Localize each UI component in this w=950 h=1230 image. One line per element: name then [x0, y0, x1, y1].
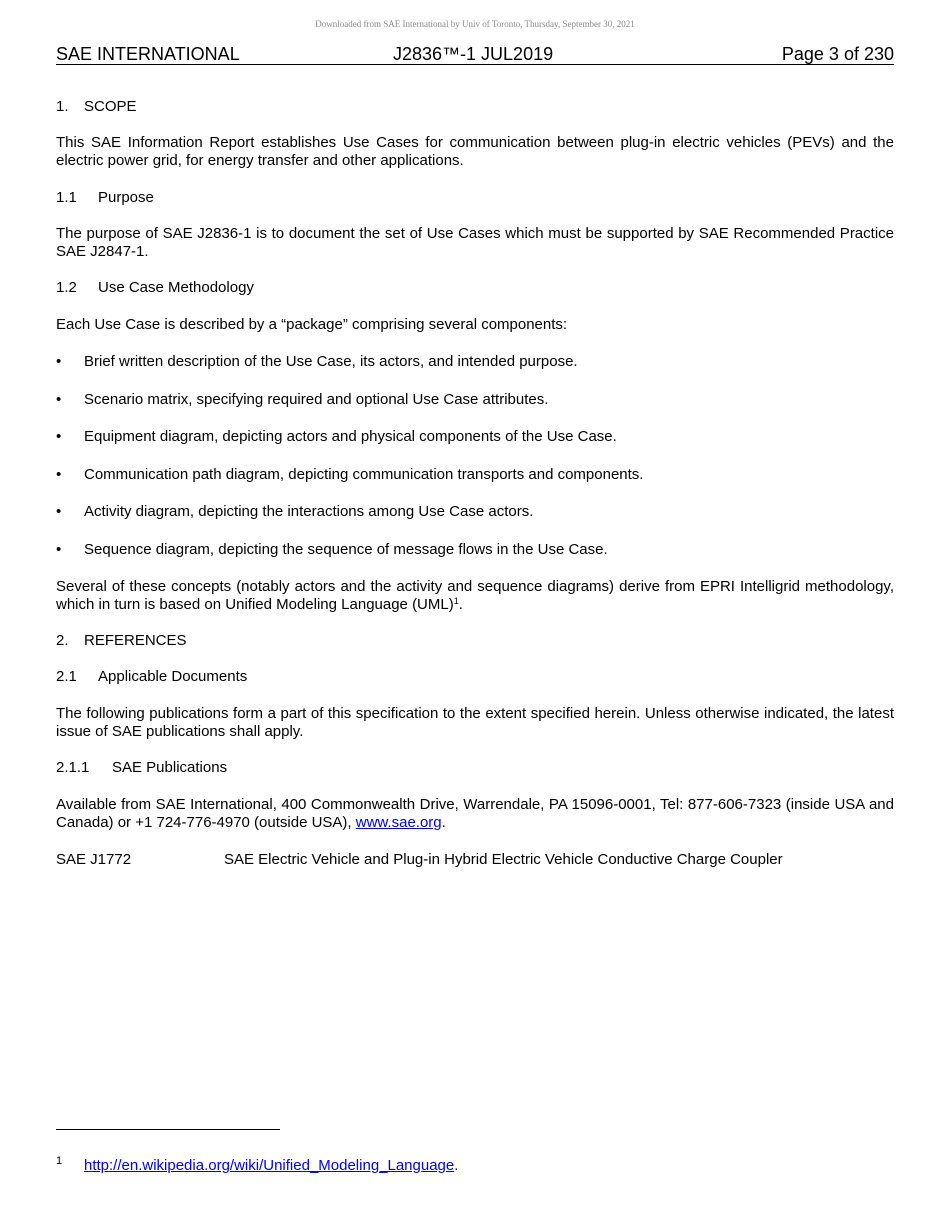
heading-use-case-methodology: 1.2 Use Case Methodology [56, 279, 254, 296]
paragraph-purpose: The purpose of SAE J2836-1 is to document the set of Use Cases which must be supported by SAE Recommended Practice SAE J2847-1. [56, 225, 894, 260]
footnote-reference[interactable]: 1 [453, 595, 459, 606]
paragraph-applicable-documents: The following publications form a part of this specification to the extent specified herein. Unless otherwise indicated, the latest issue of SAE publications shall apply. [56, 705, 894, 740]
header-page-number: Page 3 of 230 [781, 44, 894, 64]
sae-website-link[interactable]: www.sae.org [355, 813, 442, 831]
paragraph-methodology-intro: Each Use Case is described by a “package” comprising several components: [56, 316, 568, 333]
paragraph-sae-publications: Available from SAE International, 400 Commonwealth Drive, Warrendale, PA 15096-0001, Tel: 877-606-7323 (inside USA and Canada) or +1 724-776-4970 (outside USA), www.sae.org. [56, 796, 894, 831]
heading-scope: 1. SCOPE [56, 98, 137, 115]
heading-references: 2. REFERENCES [56, 632, 187, 649]
header-org: SAE INTERNATIONAL [56, 44, 240, 64]
reference-code: SAE J1772 [56, 851, 132, 868]
paragraph-scope: This SAE Information Report establishes Use Cases for communication between plug-in electric vehicles (PEVs) and the electric power grid, for energy transfer and other applications. [56, 134, 894, 169]
heading-sae-publications: 2.1.1 SAE Publications [56, 759, 228, 776]
wikipedia-uml-link[interactable]: http://en.wikipedia.org/wiki/Unified_Modeling_Language [84, 1157, 455, 1174]
download-watermark: Downloaded from SAE International by Univ of Toronto, Thursday, September 30, 2021 [315, 19, 635, 29]
header-doc-id: J2836™-1 JUL2019 [393, 44, 554, 64]
reference-title: SAE Electric Vehicle and Plug-in Hybrid Electric Vehicle Conductive Charge Coupler [224, 851, 783, 868]
paragraph-methodology: Several of these concepts (notably actors and the activity and sequence diagrams) derive from EPRI Intelligrid methodology, which in turn is based on Unified Modeling Language (UML)$^1$. [56, 578, 894, 613]
page-header [56, 44, 894, 65]
footnote-divider [56, 1129, 280, 1130]
footnote-mark: 1 [56, 1155, 63, 1167]
heading-applicable-documents: 2.1 Applicable Documents [56, 668, 248, 685]
heading-purpose: 1.1 Purpose [56, 189, 154, 206]
